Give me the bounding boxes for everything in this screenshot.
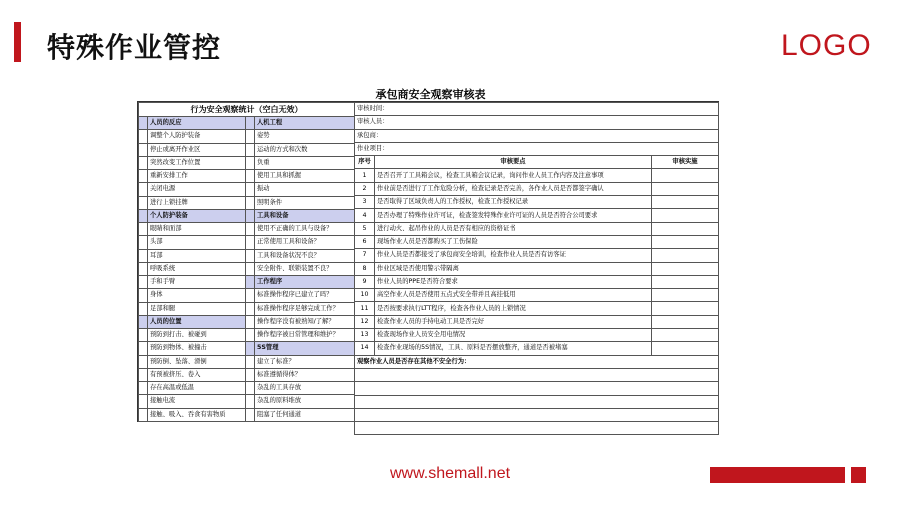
tally-cell[interactable] xyxy=(246,223,255,236)
behavior-row xyxy=(139,209,355,222)
item-result-cell[interactable] xyxy=(652,235,719,248)
behavior-item: 有预被挤压、卷入 xyxy=(148,368,246,381)
tally-cell[interactable] xyxy=(246,209,255,222)
item-result-cell[interactable] xyxy=(652,182,719,195)
item-text: 作业前是否进行了工作危险分析，检查记录是否完善，各作业人员是否都签字确认 xyxy=(375,182,652,195)
behavior-row xyxy=(139,130,355,143)
item-text: 作业人员的PPE是否符合要求 xyxy=(375,275,652,288)
item-text: 进行动火、起吊作业的人员是否有相应的资格证书 xyxy=(375,222,652,235)
behavior-item: 手和手臂 xyxy=(148,276,246,289)
item-number: 4 xyxy=(355,209,375,222)
observation-blank-row xyxy=(355,368,719,381)
behavior-item: 足部和腿 xyxy=(148,302,246,315)
tally-cell[interactable] xyxy=(139,302,148,315)
behavior-item: 操作程序没有被熟知/了解？ xyxy=(255,315,355,328)
behavior-item: 使用工具和抓握 xyxy=(255,170,355,183)
tally-cell[interactable] xyxy=(139,368,148,381)
item-text: 检查作业人员的手持电动工具是否完好 xyxy=(375,315,652,328)
item-result-cell[interactable] xyxy=(652,249,719,262)
item-number: 14 xyxy=(355,342,375,355)
tally-cell[interactable] xyxy=(139,236,148,249)
audit-item-row xyxy=(355,315,719,328)
behavior-item: 工具和设备状况不良？ xyxy=(255,249,355,262)
audit-item-row xyxy=(355,182,719,195)
item-text: 高空作业人员是否使用五点式安全带并且高挂低用 xyxy=(375,289,652,302)
behavior-item: 阻塞了任何通道 xyxy=(255,408,355,421)
observation-blank-row xyxy=(355,422,719,435)
item-text: 作业人员是否都接受了承包商安全培训，检查作业人员是否有访客证 xyxy=(375,249,652,262)
behavior-stats-table xyxy=(138,102,355,422)
tally-cell[interactable] xyxy=(246,262,255,275)
tally-cell[interactable] xyxy=(139,196,148,209)
item-number: 11 xyxy=(355,302,375,315)
audit-panel xyxy=(354,102,718,421)
tally-cell[interactable] xyxy=(246,143,255,156)
behavior-item: 姿势 xyxy=(255,130,355,143)
tally-cell[interactable] xyxy=(246,368,255,381)
tally-cell[interactable] xyxy=(139,315,148,328)
tally-cell[interactable] xyxy=(139,395,148,408)
item-number: 10 xyxy=(355,289,375,302)
behavior-item: 预防到物体、被撞击 xyxy=(148,342,246,355)
behavior-item: 使用不正确的工具与设备？ xyxy=(255,223,355,236)
tally-cell[interactable] xyxy=(246,315,255,328)
behavior-item: 安全附件、联锁装置不良？ xyxy=(255,262,355,275)
footer-square xyxy=(851,467,866,483)
tally-cell[interactable] xyxy=(139,156,148,169)
audit-item-row xyxy=(355,262,719,275)
behavior-row xyxy=(139,382,355,395)
behavior-item: 眼睛和面部 xyxy=(148,223,246,236)
audit-item-row xyxy=(355,222,719,235)
behavior-item: 停止或离开作业区 xyxy=(148,143,246,156)
observation-row xyxy=(355,355,719,368)
website-url[interactable]: www.shemall.net xyxy=(390,465,511,482)
item-number: 13 xyxy=(355,329,375,342)
behavior-row xyxy=(139,170,355,183)
tally-cell[interactable] xyxy=(139,130,148,143)
behavior-item: 标准操作程序已建立了吗？ xyxy=(255,289,355,302)
behavior-item: 杂乱的原料堆放 xyxy=(255,395,355,408)
observation-label: 观察作业人员是否存在其他不安全行为： xyxy=(355,355,719,368)
audit-item-row xyxy=(355,235,719,248)
behavior-row xyxy=(139,408,355,421)
item-text: 检查现场作业人员安全用电情况 xyxy=(375,329,652,342)
item-result-cell[interactable] xyxy=(652,275,719,288)
tally-cell[interactable] xyxy=(139,382,148,395)
item-result-cell[interactable] xyxy=(652,209,719,222)
behavior-item: 运动的方式和次数 xyxy=(255,143,355,156)
item-number: 6 xyxy=(355,235,375,248)
tally-cell[interactable] xyxy=(246,183,255,196)
behavior-row xyxy=(139,117,355,130)
audit-item-row xyxy=(355,329,719,342)
behavior-row xyxy=(139,276,355,289)
item-text: 是否取得了区域负责人的工作授权，检查工作授权记录 xyxy=(375,196,652,209)
tally-cell[interactable] xyxy=(246,130,255,143)
item-number: 3 xyxy=(355,196,375,209)
behavior-item: 杂乱的工具存放 xyxy=(255,382,355,395)
header-result: 审核实施 xyxy=(652,156,719,169)
tally-cell[interactable] xyxy=(246,236,255,249)
behavior-item: 操作程序被日常管理和维护？ xyxy=(255,329,355,342)
tally-cell[interactable] xyxy=(246,276,255,289)
behavior-item: 标准遵循得体？ xyxy=(255,368,355,381)
audit-item-row xyxy=(355,196,719,209)
item-number: 5 xyxy=(355,222,375,235)
item-number: 1 xyxy=(355,169,375,182)
item-result-cell[interactable] xyxy=(652,222,719,235)
item-text: 作业区域是否使用警示带隔离 xyxy=(375,262,652,275)
observation-blank-cell[interactable] xyxy=(355,395,719,408)
observation-blank-row xyxy=(355,395,719,408)
behavior-item: 标准操作程序足够完成工作？ xyxy=(255,302,355,315)
tally-cell[interactable] xyxy=(139,276,148,289)
sheet-title: 承包商安全观察审核表 xyxy=(375,88,486,101)
behavior-item: 进行上锁挂牌 xyxy=(148,196,246,209)
behavior-row xyxy=(139,342,355,355)
tally-cell[interactable] xyxy=(139,249,148,262)
item-result-cell[interactable] xyxy=(652,262,719,275)
audit-item-row xyxy=(355,209,719,222)
item-text: 是否按要求执行LTT程序，检查各作业人员的上锁情况 xyxy=(375,302,652,315)
behavior-stats-panel xyxy=(138,102,355,421)
behavior-item: 存在高温或低温 xyxy=(148,382,246,395)
behavior-item: 预防倒、坠落、滑倒 xyxy=(148,355,246,368)
category-label: 人员的位置 xyxy=(148,315,246,328)
behavior-item: 照明条件 xyxy=(255,196,355,209)
header-points: 审核要点 xyxy=(375,156,652,169)
item-number: 7 xyxy=(355,249,375,262)
behavior-item: 预防到打击、被碰到 xyxy=(148,329,246,342)
behavior-row xyxy=(139,183,355,196)
behavior-item: 振动 xyxy=(255,183,355,196)
tally-cell[interactable] xyxy=(246,117,255,130)
audit-table xyxy=(354,102,719,435)
category-label: 工具和设备 xyxy=(255,209,355,222)
behavior-item: 建立了标准？ xyxy=(255,355,355,368)
observation-blank-cell[interactable] xyxy=(355,368,719,381)
item-result-cell[interactable] xyxy=(652,302,719,315)
tally-cell[interactable] xyxy=(139,342,148,355)
observation-blank-cell[interactable] xyxy=(355,422,719,435)
tally-cell[interactable] xyxy=(246,156,255,169)
category-label: 5S管理 xyxy=(255,342,355,355)
tally-cell[interactable] xyxy=(246,170,255,183)
tally-cell[interactable] xyxy=(139,209,148,222)
audit-item-row xyxy=(355,169,719,182)
category-label: 工作程序 xyxy=(255,276,355,289)
footer-bar xyxy=(710,467,845,483)
category-label: 个人防护装备 xyxy=(148,209,246,222)
tally-cell[interactable] xyxy=(139,117,148,130)
behavior-row xyxy=(139,156,355,169)
audit-time-label: 审核时间： xyxy=(355,103,719,116)
behavior-item: 耳部 xyxy=(148,249,246,262)
slide-title: 特殊作业管控 xyxy=(47,31,222,64)
tally-cell[interactable] xyxy=(139,289,148,302)
behavior-row xyxy=(139,329,355,342)
tally-cell[interactable] xyxy=(246,249,255,262)
item-text: 是否召开了工具箱会议，检查工具箱会议记录，询问作业人员工作内容及注意事项 xyxy=(375,169,652,182)
behavior-row xyxy=(139,355,355,368)
tally-cell[interactable] xyxy=(246,196,255,209)
audit-sheet xyxy=(137,101,719,422)
behavior-item: 接触、吸入、吞食有害物质 xyxy=(148,408,246,421)
project-label: 作业项目： xyxy=(355,142,719,155)
tally-cell[interactable] xyxy=(139,262,148,275)
tally-cell[interactable] xyxy=(139,183,148,196)
audit-item-row xyxy=(355,342,719,355)
header-no: 序号 xyxy=(355,156,375,169)
behavior-row xyxy=(139,262,355,275)
behavior-item: 重新安排工作 xyxy=(148,170,246,183)
audit-item-row xyxy=(355,302,719,315)
behavior-row xyxy=(139,368,355,381)
behavior-row xyxy=(139,196,355,209)
tally-cell[interactable] xyxy=(246,302,255,315)
logo: LOGO xyxy=(781,29,872,62)
behavior-item: 头部 xyxy=(148,236,246,249)
behavior-item: 接触电流 xyxy=(148,395,246,408)
item-result-cell[interactable] xyxy=(652,342,719,355)
behavior-row xyxy=(139,143,355,156)
behavior-row xyxy=(139,289,355,302)
item-result-cell[interactable] xyxy=(652,289,719,302)
audit-item-row xyxy=(355,275,719,288)
observation-blank-row xyxy=(355,382,719,395)
item-text: 现场作业人员是否都购买了工伤保险 xyxy=(375,235,652,248)
auditor-label: 审核人员： xyxy=(355,116,719,129)
item-text: 是否办理了特殊作业许可证，检查签发特殊作业许可证的人员是否符合公司要求 xyxy=(375,209,652,222)
audit-item-row xyxy=(355,249,719,262)
tally-cell[interactable] xyxy=(246,395,255,408)
observation-blank-cell[interactable] xyxy=(355,382,719,395)
item-result-cell[interactable] xyxy=(652,169,719,182)
tally-cell[interactable] xyxy=(139,223,148,236)
behavior-row xyxy=(139,395,355,408)
tally-cell[interactable] xyxy=(139,355,148,368)
audit-item-row xyxy=(355,289,719,302)
behavior-row xyxy=(139,223,355,236)
tally-cell[interactable] xyxy=(246,408,255,421)
tally-cell[interactable] xyxy=(139,329,148,342)
behavior-item: 突然改变工作位置 xyxy=(148,156,246,169)
behavior-item: 负重 xyxy=(255,156,355,169)
tally-cell[interactable] xyxy=(139,170,148,183)
title-accent-bar xyxy=(14,22,21,62)
item-text: 检查作业现场的5S情况，工具、原料是否摆放整齐，通道是否被堵塞 xyxy=(375,342,652,355)
behavior-row xyxy=(139,302,355,315)
behavior-row xyxy=(139,236,355,249)
item-number: 8 xyxy=(355,262,375,275)
category-label: 人机工程 xyxy=(255,117,355,130)
tally-cell[interactable] xyxy=(139,143,148,156)
behavior-item: 正常使用工具和设备？ xyxy=(255,236,355,249)
item-result-cell[interactable] xyxy=(652,196,719,209)
behavior-item: 关闭电源 xyxy=(148,183,246,196)
behavior-item: 调整个人防护装备 xyxy=(148,130,246,143)
behavior-item: 呼吸系统 xyxy=(148,262,246,275)
item-number: 2 xyxy=(355,182,375,195)
tally-cell[interactable] xyxy=(246,342,255,355)
item-number: 9 xyxy=(355,275,375,288)
observation-blank-row xyxy=(355,408,719,421)
tally-cell[interactable] xyxy=(246,382,255,395)
behavior-row xyxy=(139,315,355,328)
tally-cell[interactable] xyxy=(246,329,255,342)
tally-cell[interactable] xyxy=(139,408,148,421)
behavior-row xyxy=(139,249,355,262)
tally-cell[interactable] xyxy=(246,355,255,368)
category-label: 人员的反应 xyxy=(148,117,246,130)
behavior-stats-title: 行为安全观察统计（空白无效） xyxy=(139,103,355,117)
item-result-cell[interactable] xyxy=(652,329,719,342)
observation-blank-cell[interactable] xyxy=(355,408,719,421)
behavior-item: 身体 xyxy=(148,289,246,302)
item-result-cell[interactable] xyxy=(652,315,719,328)
item-number: 12 xyxy=(355,315,375,328)
tally-cell[interactable] xyxy=(246,289,255,302)
contractor-label: 承包商： xyxy=(355,129,719,142)
